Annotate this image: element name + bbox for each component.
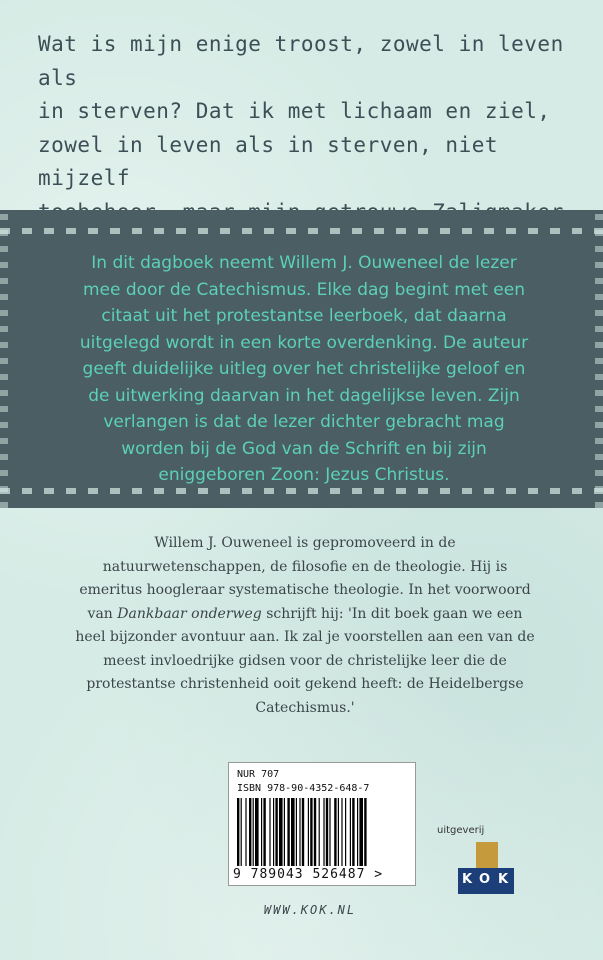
band-edge-decoration: [0, 488, 603, 494]
barcode-bar: [237, 798, 239, 866]
barcode-bar: [255, 798, 259, 866]
bio-line: [60, 603, 550, 627]
barcode-bar: [345, 798, 346, 866]
barcode-bar: [359, 798, 363, 866]
barcode-bar: [308, 798, 309, 866]
logo-letter: K: [498, 872, 509, 887]
barcode-bar: [357, 798, 358, 866]
blurb-line: citaat uit het protestantse leerboek, dat daarna: [101, 306, 507, 326]
barcode-bar: [341, 798, 342, 866]
bio-line: Catechismus.': [255, 699, 355, 716]
book-blurb: [64, 250, 544, 489]
publisher-logo-block: [437, 812, 547, 892]
barcode-bar: [249, 798, 251, 866]
isbn-barcode: [228, 762, 416, 886]
barcode-bars: [237, 798, 407, 866]
publisher-label: uitgeverij: [437, 825, 485, 836]
quote-line: in sterven? Dat ik met lichaam en ziel,: [38, 99, 551, 123]
barcode-bar: [296, 798, 297, 866]
barcode-bar: [261, 798, 262, 866]
barcode-bar: [284, 798, 285, 866]
barcode-bar: [329, 798, 330, 866]
barcode-bar: [291, 798, 295, 866]
book-title: Dankbaar onderweg: [117, 605, 262, 622]
barcode-bar: [275, 798, 277, 866]
blurb-band: [0, 210, 603, 508]
barcode-bar: [350, 798, 351, 866]
band-edge-decoration: [0, 210, 8, 508]
bio-line: heel bijzonder avontuur aan. Ik zal je voorstellen aan een van de: [75, 629, 535, 645]
barcode-bar: [352, 798, 354, 866]
logo-letter: K: [462, 872, 473, 887]
publisher-website[interactable]: WWW.KOK.NL: [263, 903, 357, 917]
isbn-number: ISBN 978-90-4352-648-7: [237, 783, 370, 794]
barcode-bar: [273, 798, 274, 866]
barcode-bar: [364, 798, 366, 866]
barcode-bar: [269, 798, 270, 866]
bio-text: schrijft hij: 'In dit boek gaan we een: [261, 605, 523, 622]
blurb-line: geeft duidelijke uitleg over het christelijke geloof en: [82, 359, 526, 379]
barcode-bar: [334, 798, 336, 866]
bio-line: Willem J. Ouweneel is gepromoveerd in de: [154, 535, 456, 551]
quote-line: zowel in leven als in sterven, niet mijzelf: [38, 132, 499, 190]
barcode-bar: [326, 798, 328, 866]
barcode-bar: [338, 798, 339, 866]
blurb-line: In dit dagboek neemt Willem J. Ouweneel de lezer: [91, 253, 517, 273]
bio-line: natuurwetenschappen, de filosofie en de theologie. Hij is: [102, 558, 508, 575]
barcode-bar: [319, 798, 320, 866]
bio-text: van: [87, 605, 118, 622]
barcode-bar: [253, 798, 254, 866]
bio-line: emeritus hoogleraar systematische theologie. In het voorwoord: [79, 582, 531, 598]
blurb-line: worden bij de God van de Schrift en bij zijn: [121, 438, 487, 459]
band-edge-decoration: [0, 228, 603, 234]
logo-letter: O: [479, 872, 491, 887]
quote-line: Wat is mijn enige troost, zowel in leven als: [38, 32, 564, 90]
blurb-line: mee door de Catechismus. Elke dag begint met een: [83, 279, 525, 300]
barcode-bar: [310, 798, 312, 866]
bio-line: protestantse christenheid ooit gekend heeft: de Heidelbergse: [86, 676, 524, 692]
blurb-line: eniggeboren Zoon: Jezus Christus.: [158, 465, 450, 485]
blurb-line: verlangen is dat de lezer dichter gebracht mag: [103, 412, 505, 432]
barcode-bar: [302, 798, 304, 866]
kok-logo: [458, 842, 514, 894]
blurb-line: de uitwerking daarvan in het dagelijkse leven. Zijn: [88, 385, 520, 406]
barcode-bar: [314, 798, 316, 866]
blurb-line: uitgelegd wordt in een korte overdenking. De auteur: [79, 332, 529, 353]
nur-code: NUR 707: [237, 769, 280, 780]
barcode-bar: [245, 798, 246, 866]
logo-gold-block: [476, 842, 498, 868]
barcode-bar: [287, 798, 289, 866]
barcode-bar: [279, 798, 283, 866]
barcode-digits: 9 789043 526487 >: [233, 867, 384, 882]
barcode-bar: [299, 798, 300, 866]
bio-line: meest invloedrijke gidsen voor de christelijke leer die de: [103, 652, 507, 669]
author-bio: [60, 532, 550, 720]
band-edge-decoration: [595, 210, 603, 508]
barcode-bar: [323, 798, 324, 866]
barcode-bar: [241, 798, 242, 866]
barcode-bar: [263, 798, 265, 866]
